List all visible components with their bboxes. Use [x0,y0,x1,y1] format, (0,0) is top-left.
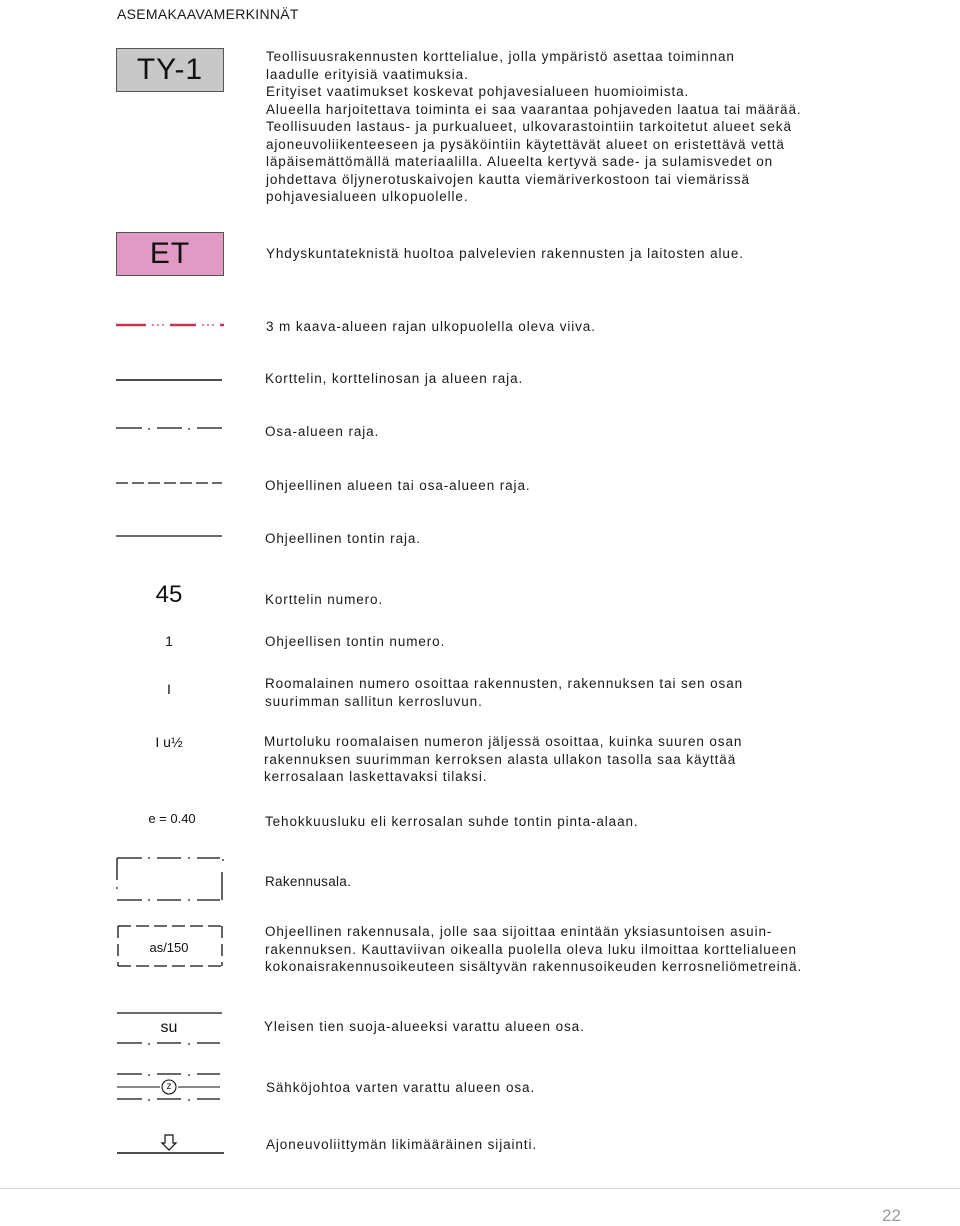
building-area-symbol [112,852,230,906]
block-number-description: Korttelin numero. [265,592,384,607]
ty1-line: Alueella harjoitettava toiminta ei saa vaarantaa pohjaveden laatua tai määrää. [266,101,802,117]
vehicle-access-description: Ajoneuvoliittymän likimääräinen sijainti. [266,1137,538,1152]
footer-divider [0,1188,960,1189]
line-3m-description: 3 m kaava-alueen rajan ulkopuolella oleva viiva. [266,319,596,334]
subarea-boundary-symbol [112,422,227,434]
fraction-description [264,733,904,786]
ty1-line: laadulle erityisiä vaatimuksia. [266,66,469,82]
plot-number-description: Ohjeellisen tontin numero. [265,634,446,649]
roman-numeral-line: Roomalainen numero osoittaa rakennusten, rakennuksen tai sen osan [265,676,744,691]
power-line-area-description: Sähköjohtoa varten varattu alueen osa. [266,1080,536,1095]
arrow-down-outline-icon [160,1133,178,1152]
indicative-building-area-line: Ohjeellinen rakennusala, jolle saa sijoittaa enintään yksiasuntoisen asuin- [265,924,773,939]
block-number-symbol: 45 [155,581,183,608]
indicative-area-boundary-description: Ohjeellinen alueen tai osa-alueen raja. [265,478,531,493]
ty1-line: pohjavesialueen ulkopuolelle. [266,189,469,204]
indicative-building-area-label: as/150 [149,940,189,955]
building-area-description: Rakennusala. [265,874,352,889]
ty1-line: johdettava öljynerotuskaivojen kautta viemäriverkostoon tai viemärissä [266,171,750,187]
ty1-code-box [116,48,224,92]
ty1-code-label: TY-1 [136,53,204,86]
ty1-line: Erityiset vaatimukset koskevat pohjavesialueen huomioimista. [266,84,690,99]
indicative-plot-boundary-description: Ohjeellinen tontin raja. [265,531,421,546]
ty1-line: läpäisemättömällä materiaalilla. Alueelta kertyvä sade- ja sulamisvedet on [266,154,774,169]
page-number: 22 [882,1206,901,1225]
ty1-line: Teollisuusrakennusten korttelialue, jolla ympäristö asettaa toiminnan [266,49,735,64]
fraction-line: Murtoluku roomalaisen numeron jäljessä osoittaa, kuinka suuren osan [264,734,743,749]
ty1-description [266,48,906,206]
ty1-line: ajoneuvoliikenteeseen ja pysäköintiin käytettävät alueet on eristettävä vettä [266,136,785,152]
et-description: Yhdyskuntateknistä huoltoa palvelevien rakennusten ja laitosten alue. [266,246,744,261]
et-code-label: ET [149,237,191,270]
indicative-plot-boundary-symbol [112,530,227,542]
roman-numeral-symbol: I [167,681,171,697]
et-code-box [116,232,224,276]
roman-numeral-line: suurimman sallitun kerrosluvun. [265,693,483,709]
indicative-building-area-line: rakennuksen. Kauttaviivan oikealla puolella oleva luku ilmoittaa korttelialueen [265,941,797,957]
fraction-line: rakennuksen suurimman kerroksen alasta ullakon tasolla saa käyttää [264,751,737,767]
indicative-area-boundary-symbol [112,477,227,489]
road-protection-area-label: su [160,1019,178,1036]
indicative-building-area-line: kokonaisrakennusoikeuteen sisältyvän rakennusoikeuden kerrosneliömetreinä. [265,959,803,974]
fraction-symbol: I u½ [155,734,183,750]
block-boundary-symbol [112,374,227,386]
road-protection-area-description: Yleisen tien suoja-alueeksi varattu alueen osa. [264,1019,585,1034]
block-boundary-description: Korttelin, korttelinosan ja alueen raja. [265,371,524,386]
roman-numeral-description [265,675,905,710]
efficiency-symbol: e = 0.40 [148,811,196,826]
fraction-line: kerrosalaan laskettavaksi tilaksi. [264,769,488,784]
line-3m-symbol [112,318,227,332]
efficiency-description: Tehokkuusluku eli kerrosalan suhde tontin pinta-alaan. [265,814,639,829]
subarea-boundary-description: Osa-alueen raja. [265,424,380,439]
page-title: ASEMAKAAVAMERKINNÄT [117,6,299,22]
power-line-label: z [166,1081,172,1092]
plot-number-symbol: 1 [165,633,173,649]
indicative-building-area-description [265,923,915,976]
ty1-line: Teollisuuden lastaus- ja purkualueet, ulkovarastointiin tarkoitetut alueet sekä [266,119,792,134]
